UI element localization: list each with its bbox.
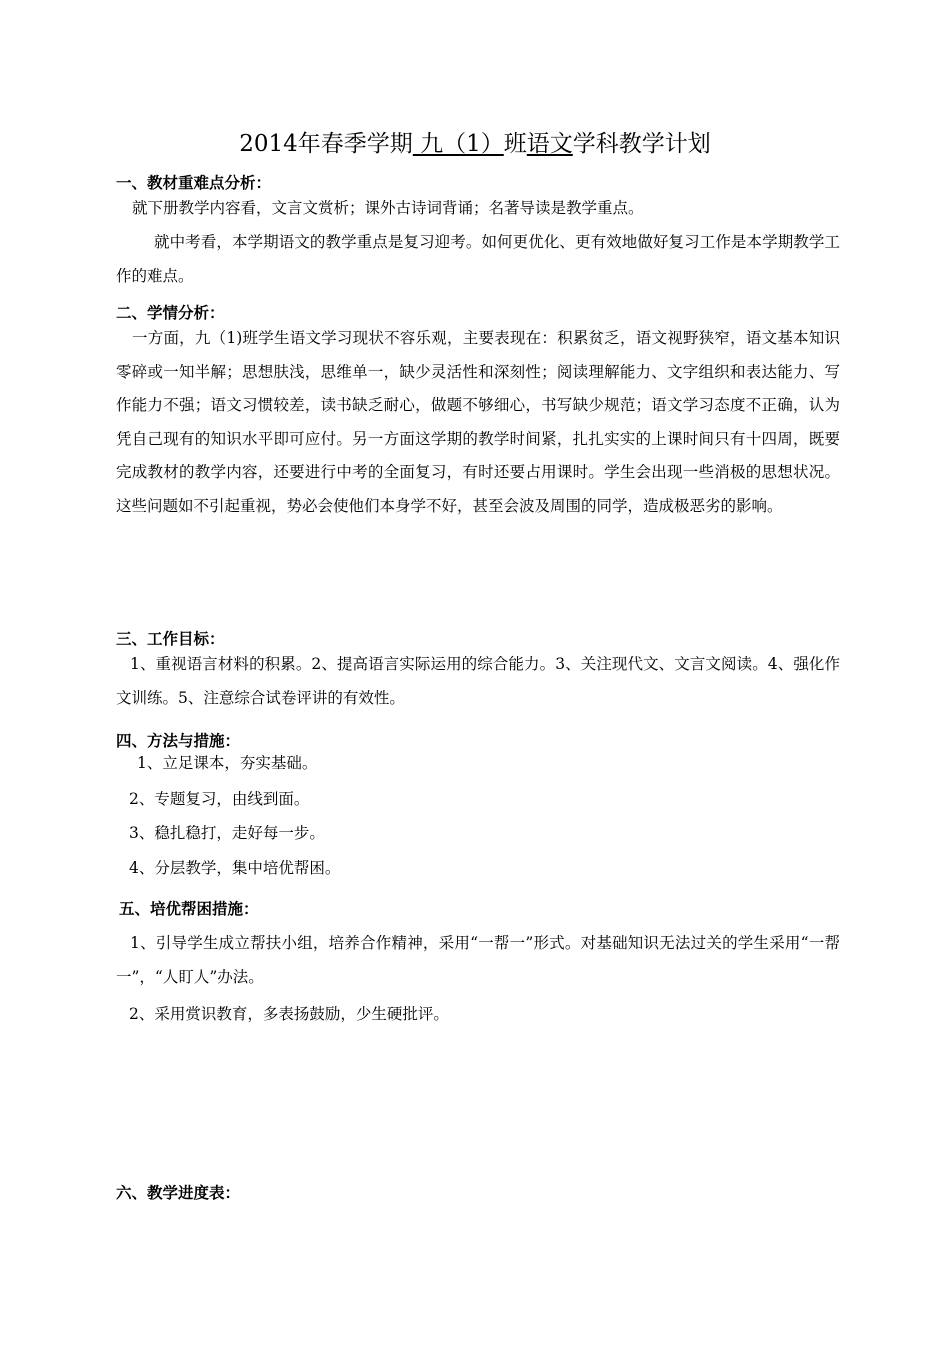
section-3-para: 1、重视语言材料的积累。2、提高语言实际运用的综合能力。3、关注现代文、文言文阅读。4、强化作文训练。5、注意综合试卷评讲的有效性。 xyxy=(116,655,840,707)
section-heading-4: 四、方法与措施： xyxy=(116,732,241,750)
title-suffix: 学科教学计划 xyxy=(572,131,711,157)
section-heading-1: 一、教材重难点分析： xyxy=(116,174,272,192)
section-1-para-1: 就下册教学内容看，文言文赏析；课外古诗词背诵；名著导读是教学重点。 xyxy=(132,199,644,217)
section-2-para: 一方面，九（1)班学生语文学习现状不容乐观，主要表现在：积累贫乏，语文视野狭窄，语文基本知识零碎或一知半解；思想肤浅，思维单一，缺少灵活性和深刻性；阅读理解能力、文字组织和表达能力、写作能力不强；语文习惯较差，读书缺乏耐心，做题不够细心，书写缺少规范；语文学习态度不正确，认为凭自己现有的知识水平即可应付。另一方面这学期的教学时间紧，扎扎实实的上课时间只有十四周，既要完成教材的教学内容，还要进行中考的全面复习，有时还要占用课时。学生会出现一些消极的思想状况。这些问题如不引起重视，势必会使他们本身学不好，甚至会波及周围的同学，造成极恶劣的影响。 xyxy=(116,329,840,515)
method-item-3: 3、稳扎稳打，走好每一步。 xyxy=(129,824,325,842)
method-item-4: 4、分层教学，集中培优帮困。 xyxy=(129,859,341,877)
method-item-2: 2、专题复习，由线到面。 xyxy=(129,790,310,808)
section-1-para-2: 就中考看，本学期语文的教学重点是复习迎考。如何更优化、更有效地做好复习工作是本学期教学工作的难点。 xyxy=(116,233,840,285)
method-item-1: 1、立足课本，夯实基础。 xyxy=(137,754,318,772)
title-class-name: 九（1） xyxy=(412,131,504,157)
section-5-para-2: 2、采用赏识教育，多表扬鼓励，少生硬批评。 xyxy=(129,1005,449,1023)
title-class-suffix: 班 xyxy=(503,131,527,157)
section-heading-5: 五、培优帮困措施： xyxy=(119,900,259,918)
section-heading-6: 六、教学进度表： xyxy=(116,1184,241,1202)
section-5-para-1: 1、引导学生成立帮扶小组，培养合作精神，采用“一帮一”形式。对基础知识无法过关的学生采用“一帮一”，“人盯人”办法。 xyxy=(116,934,840,986)
title-prefix: 2014年春季学期 xyxy=(239,131,413,157)
document-title xyxy=(0,126,950,162)
section-heading-3: 三、工作目标： xyxy=(116,630,225,648)
section-heading-2: 二、学情分析： xyxy=(116,304,225,322)
title-subject: 语文 xyxy=(526,131,573,157)
